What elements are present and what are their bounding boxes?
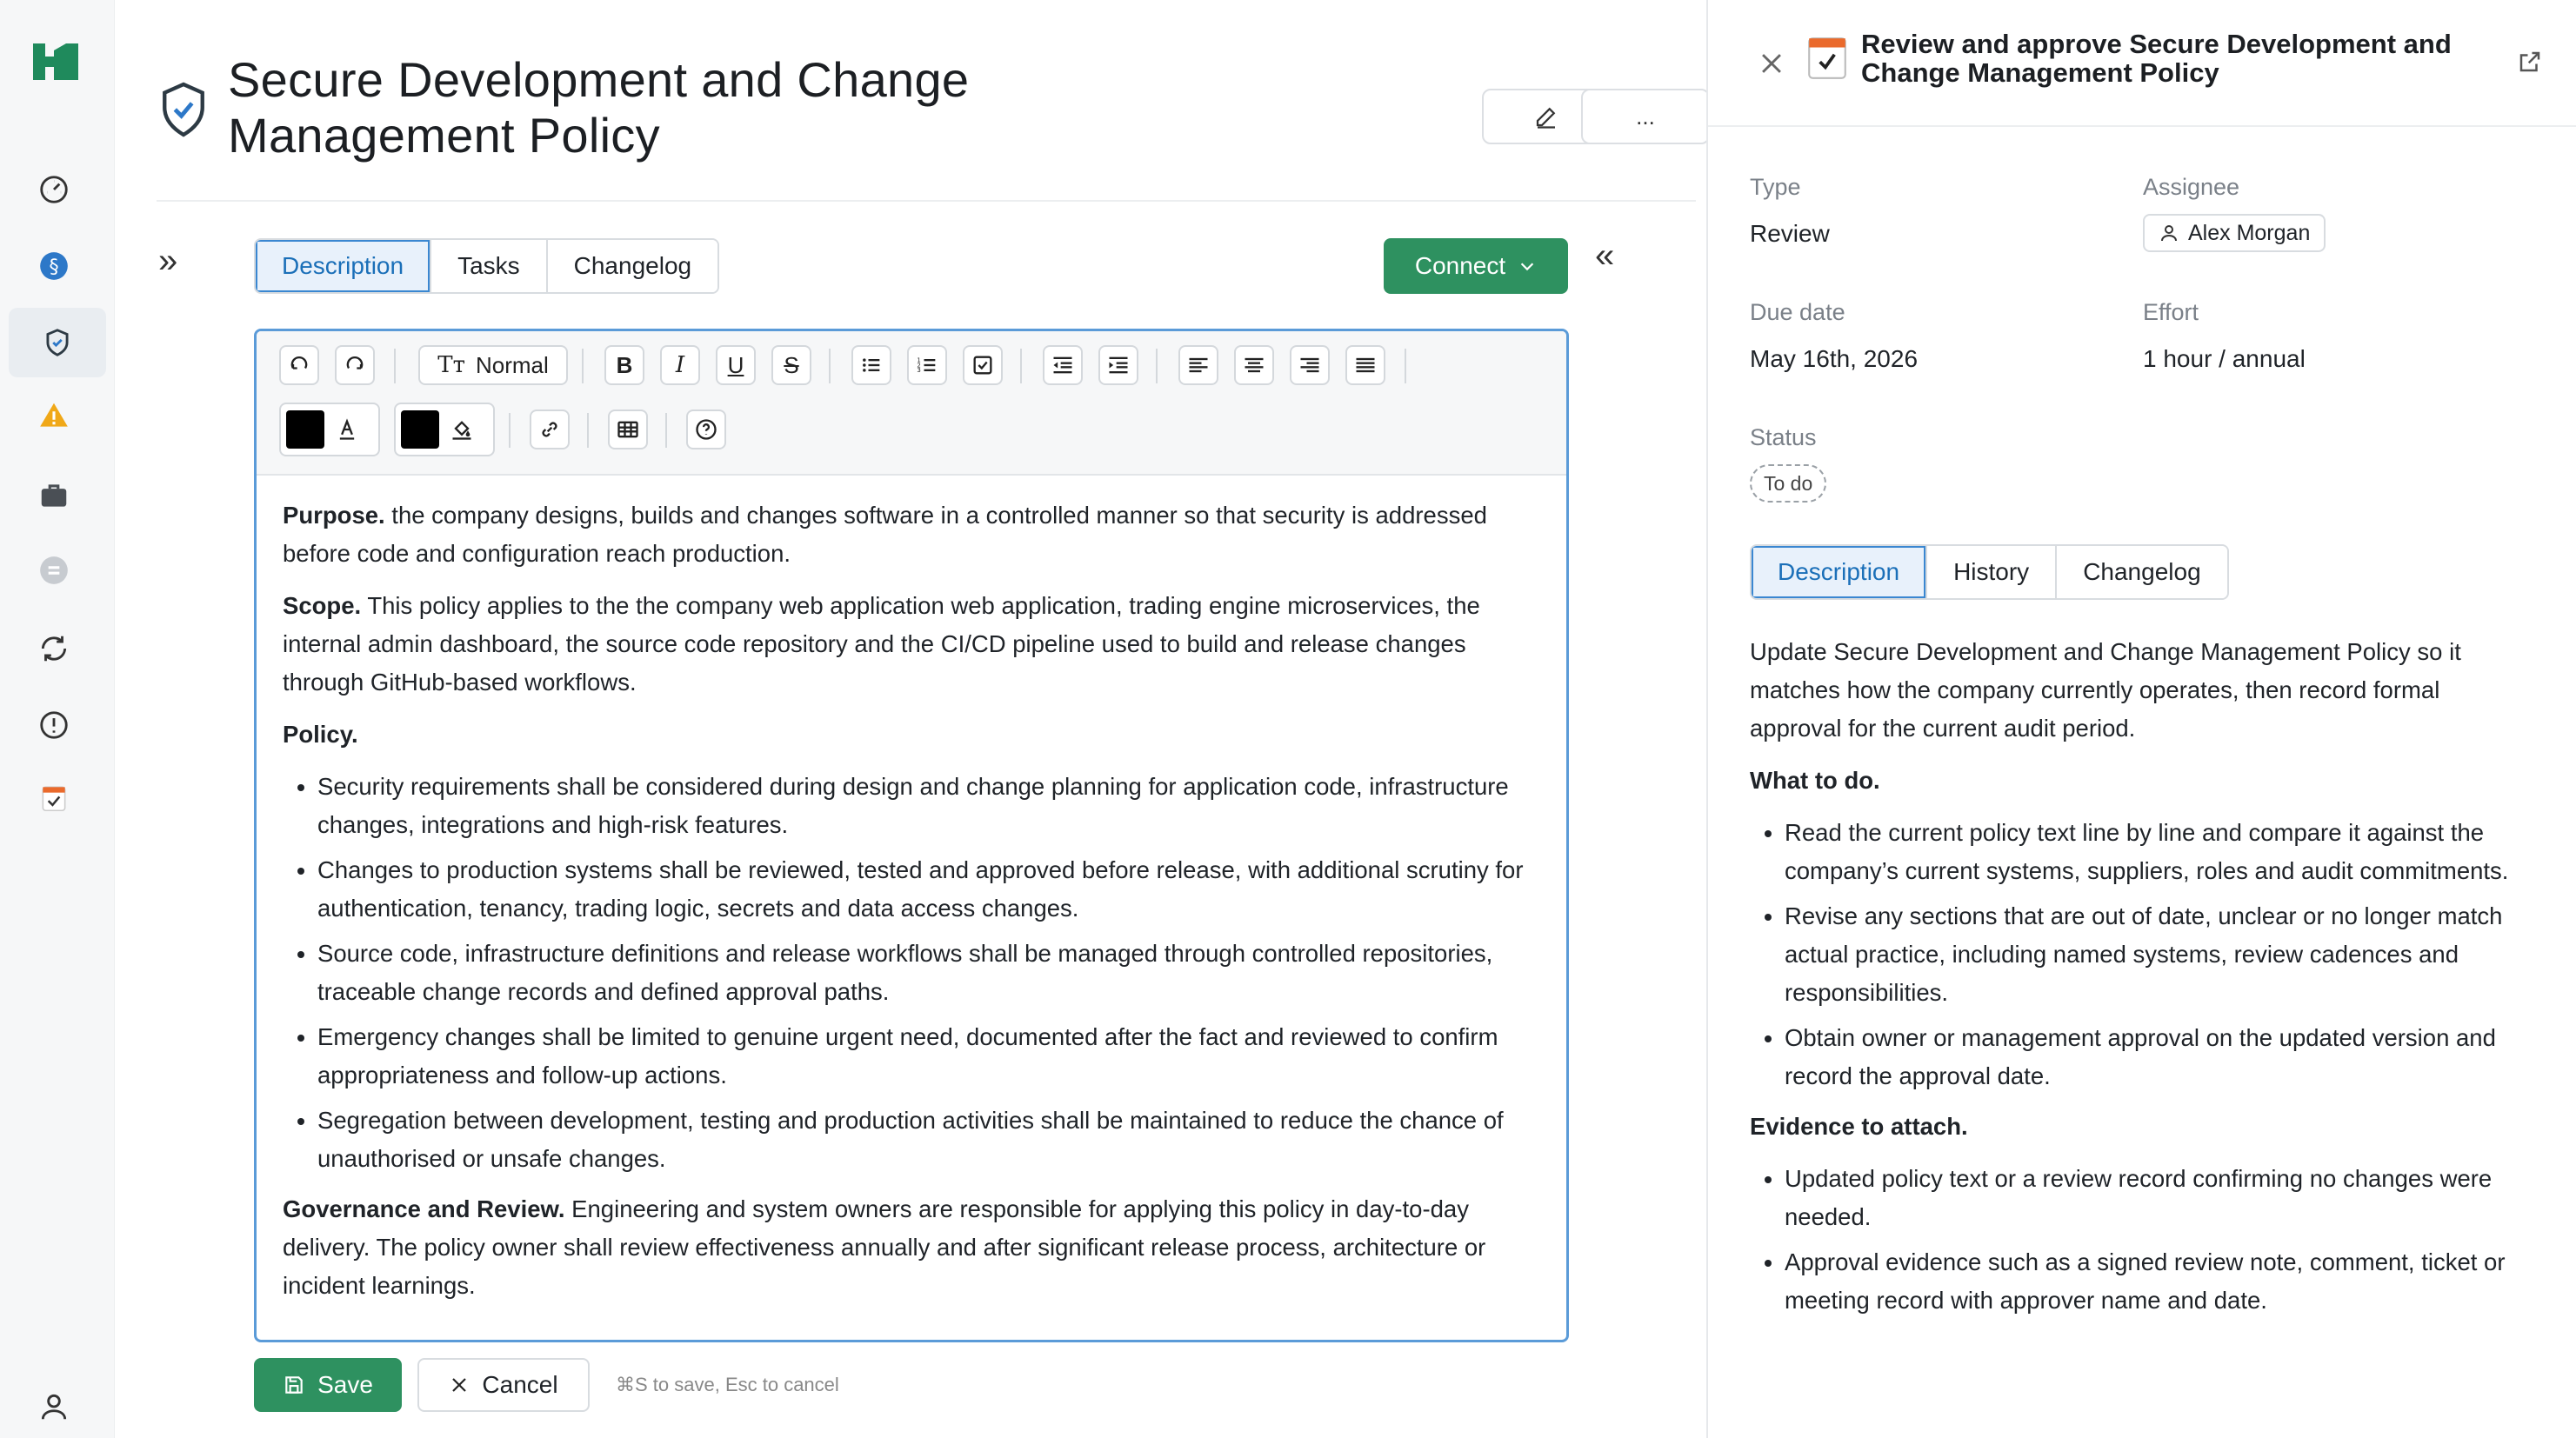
type-label: Type [1750, 174, 1801, 200]
policy-shield-icon [158, 80, 209, 139]
italic-icon: I [675, 352, 685, 378]
assignee-chip[interactable] [2143, 214, 2326, 252]
status-value: To do [1764, 471, 1813, 495]
connect-label: Connect [1414, 252, 1506, 279]
nav-calendar-check-icon[interactable] [33, 777, 75, 819]
checklist-icon [971, 353, 995, 377]
outdent-button[interactable] [1043, 345, 1083, 385]
highlight-color-button[interactable] [394, 403, 495, 456]
list-item: • Obtain owner or management approval on the updated version and record the approval date. [1785, 1019, 2533, 1095]
app-logo-icon[interactable] [31, 42, 80, 82]
help-icon [694, 417, 718, 442]
indent-icon [1106, 353, 1131, 377]
rich-text-editor[interactable] [254, 329, 1569, 1342]
evidence-list [1750, 1160, 2533, 1320]
governance-paragraph [283, 1190, 1544, 1305]
svg-text:1: 1 [917, 356, 921, 364]
strikethrough-icon: S [784, 351, 799, 378]
governance-text: Engineering and system owners are responsible for applying this policy in day-to-day delivery. The policy owner shall review effectiveness annually and after significant release process, architecture or incident learnings. [283, 1195, 1486, 1299]
purpose-heading: Purpose. [283, 502, 385, 529]
svg-text:3: 3 [917, 367, 921, 375]
close-panel-icon[interactable] [1757, 49, 1786, 78]
panel-description [1750, 633, 2533, 1332]
task-detail-panel [1706, 0, 2576, 1438]
page-title: Secure Development and Change Management Policy [228, 52, 970, 163]
list-item: • Read the current policy text line by line and compare it against the company’s current systems, suppliers, roles and audit commitments. [1785, 814, 2533, 890]
evidence-heading-paragraph [1750, 1108, 2533, 1146]
nav-briefcase-icon[interactable] [33, 475, 75, 516]
header-divider [157, 200, 1696, 202]
connect-button[interactable] [1384, 238, 1568, 294]
toolbar-separator [1156, 349, 1158, 383]
list-item: • Security requirements shall be considered during design and change planning for application code, infrastructure changes, integrations and high-risk features. [317, 768, 1544, 844]
list-item: • Emergency changes shall be limited to genuine urgent need, documented after the fact and reviewed to confirm appropriateness and follow-up actions. [317, 1018, 1544, 1095]
checklist-button[interactable] [963, 345, 1003, 385]
align-center-icon [1242, 353, 1266, 377]
bold-icon: B [616, 351, 633, 378]
editor-content[interactable] [283, 496, 1544, 1319]
list-item: • Segregation between development, testing and production activities shall be maintained to reduce the chance of unauthorised or unsafe changes. [317, 1102, 1544, 1178]
list-item: • Revise any sections that are out of date, unclear or no longer match actual practice, including named systems, review cadences and responsibilities. [1785, 897, 2533, 1012]
assignee-name: Alex Morgan [2188, 220, 2311, 245]
more-options-button[interactable] [1581, 89, 1710, 144]
text-style-label: Normal [475, 351, 549, 378]
text-color-swatch [286, 410, 324, 449]
nav-risks-warning-icon[interactable] [33, 395, 75, 436]
expand-sidebar-icon[interactable]: » [158, 242, 178, 280]
undo-icon [287, 353, 311, 377]
link-button[interactable] [530, 409, 570, 449]
align-left-button[interactable] [1178, 345, 1218, 385]
list-item: • Updated policy text or a review record confirming no changes were needed. [1785, 1160, 2533, 1236]
indent-button[interactable] [1098, 345, 1138, 385]
highlight-color-swatch [401, 410, 439, 449]
bold-button[interactable] [604, 345, 644, 385]
nav-policies-shield-icon[interactable] [9, 308, 106, 377]
cancel-label: Cancel [482, 1371, 558, 1398]
toolbar-separator [587, 413, 589, 448]
type-value: Review [1750, 220, 1830, 247]
evidence-heading: Evidence to attach. [1750, 1113, 1968, 1140]
toolbar-separator [1405, 349, 1406, 383]
list-item: • Source code, infrastructure definitions and release workflows shall be managed through controlled repositories, traceable change records and defined approval paths. [317, 935, 1544, 1011]
main-tabs [254, 238, 719, 294]
tab-description[interactable]: Description [256, 240, 431, 292]
policy-list [283, 768, 1544, 1178]
nav-alert-circle-icon[interactable] [33, 704, 75, 746]
governance-heading: Governance and Review. [283, 1195, 565, 1222]
panel-intro: Update Secure Development and Change Management Policy so it matches how the company currently operates, then record formal approval for the current audit period. [1750, 638, 2461, 742]
scope-heading: Scope. [283, 592, 362, 619]
nav-compliance-icon[interactable] [33, 245, 75, 287]
effort-label: Effort [2143, 299, 2199, 325]
table-icon [616, 417, 640, 442]
save-label: Save [317, 1371, 373, 1398]
align-right-button[interactable] [1290, 345, 1330, 385]
nav-sync-icon[interactable] [33, 628, 75, 669]
what-to-do-heading: What to do. [1750, 767, 1880, 794]
purpose-paragraph [283, 496, 1544, 573]
numbered-list-button[interactable] [907, 345, 947, 385]
due-date-label: Due date [1750, 299, 1845, 325]
panel-tab-history[interactable]: History [1927, 546, 2057, 598]
panel-tab-description[interactable]: Description [1752, 546, 1927, 598]
calendar-check-icon [1805, 35, 1849, 82]
underline-button[interactable] [716, 345, 756, 385]
nav-dashboard-icon[interactable] [33, 169, 75, 210]
left-nav-rail [0, 0, 115, 1438]
redo-icon [343, 353, 367, 377]
tab-tasks[interactable]: Tasks [431, 240, 548, 292]
more-options-label: ... [1636, 103, 1655, 130]
panel-tabs [1750, 544, 2229, 600]
external-link-icon[interactable] [2517, 49, 2543, 75]
save-button[interactable] [254, 1358, 402, 1412]
assignee-label: Assignee [2143, 174, 2240, 200]
status-badge[interactable] [1750, 464, 1826, 503]
scope-text: This policy applies to the the company web application web application, trading engine microservices, the internal admin dashboard, the source code repository and the CI/CD pipeline used to build and release changes through GitHub-based workflows. [283, 592, 1480, 696]
main-content [115, 0, 1706, 1438]
due-date-value: May 16th, 2026 [1750, 345, 1919, 372]
toolbar-separator [665, 413, 667, 448]
effort-value: 1 hour / annual [2143, 345, 2306, 372]
panel-tab-changelog[interactable]: Changelog [2057, 546, 2226, 598]
outdent-icon [1051, 353, 1075, 377]
text-color-icon [335, 417, 359, 442]
text-style-icon: Tт [437, 352, 465, 378]
scope-paragraph [283, 587, 1544, 702]
help-button[interactable] [686, 409, 726, 449]
user-icon [2159, 223, 2179, 243]
pencil-icon [1533, 103, 1559, 130]
cancel-button[interactable] [417, 1358, 590, 1412]
list-item: • Approval evidence such as a signed review note, comment, ticket or meeting record with approver name and date. [1785, 1243, 2533, 1320]
align-justify-icon [1353, 353, 1378, 377]
panel-header [1708, 0, 2576, 127]
strikethrough-button[interactable] [771, 345, 811, 385]
list-item: • Changes to production systems shall be reviewed, tested and approved before release, with additional scrutiny for authentication, tenancy, trading logic, secrets and data access changes. [317, 851, 1544, 928]
nav-user-icon[interactable] [33, 1386, 75, 1428]
bullet-list-button[interactable] [851, 345, 891, 385]
svg-text:§: § [49, 255, 59, 278]
policy-heading: Policy. [283, 721, 358, 748]
toolbar-separator [829, 349, 831, 383]
editor-toolbar [257, 331, 1566, 476]
bullet-list-icon [859, 353, 884, 377]
toolbar-separator [394, 349, 396, 383]
panel-title: Review and approve Secure Development and Change Management Policy [1861, 29, 2452, 88]
undo-button[interactable] [279, 345, 319, 385]
numbered-list-icon [915, 353, 939, 377]
toolbar-separator [1020, 349, 1022, 383]
italic-button[interactable] [660, 345, 700, 385]
keyboard-hint: ⌘S to save, Esc to cancel [616, 1374, 839, 1395]
save-icon [283, 1374, 305, 1396]
text-color-button[interactable] [279, 403, 380, 456]
toolbar-separator [582, 349, 584, 383]
align-right-icon [1298, 353, 1322, 377]
align-center-button[interactable] [1234, 345, 1274, 385]
status-label: Status [1750, 424, 1817, 450]
policy-heading-paragraph [283, 716, 1544, 754]
text-style-select[interactable] [418, 345, 568, 385]
align-justify-button[interactable] [1345, 345, 1385, 385]
paint-bucket-icon [450, 417, 474, 442]
nav-vendor-icon[interactable] [33, 549, 75, 591]
underline-icon: U [727, 351, 744, 378]
close-icon [449, 1375, 470, 1395]
table-button[interactable] [608, 409, 648, 449]
toolbar-separator [509, 413, 511, 448]
collapse-panel-icon[interactable]: « [1595, 236, 1615, 275]
what-to-do-heading-paragraph [1750, 762, 2533, 800]
tab-changelog[interactable]: Changelog [548, 240, 717, 292]
chevron-down-icon [1518, 256, 1537, 276]
redo-button[interactable] [335, 345, 375, 385]
purpose-text: the company designs, builds and changes software in a controlled manner so that security is addressed before code and configuration reach production. [283, 502, 1487, 567]
svg-text:2: 2 [917, 362, 921, 369]
what-to-do-list [1750, 814, 2533, 1095]
link-icon [537, 417, 562, 442]
align-left-icon [1186, 353, 1211, 377]
